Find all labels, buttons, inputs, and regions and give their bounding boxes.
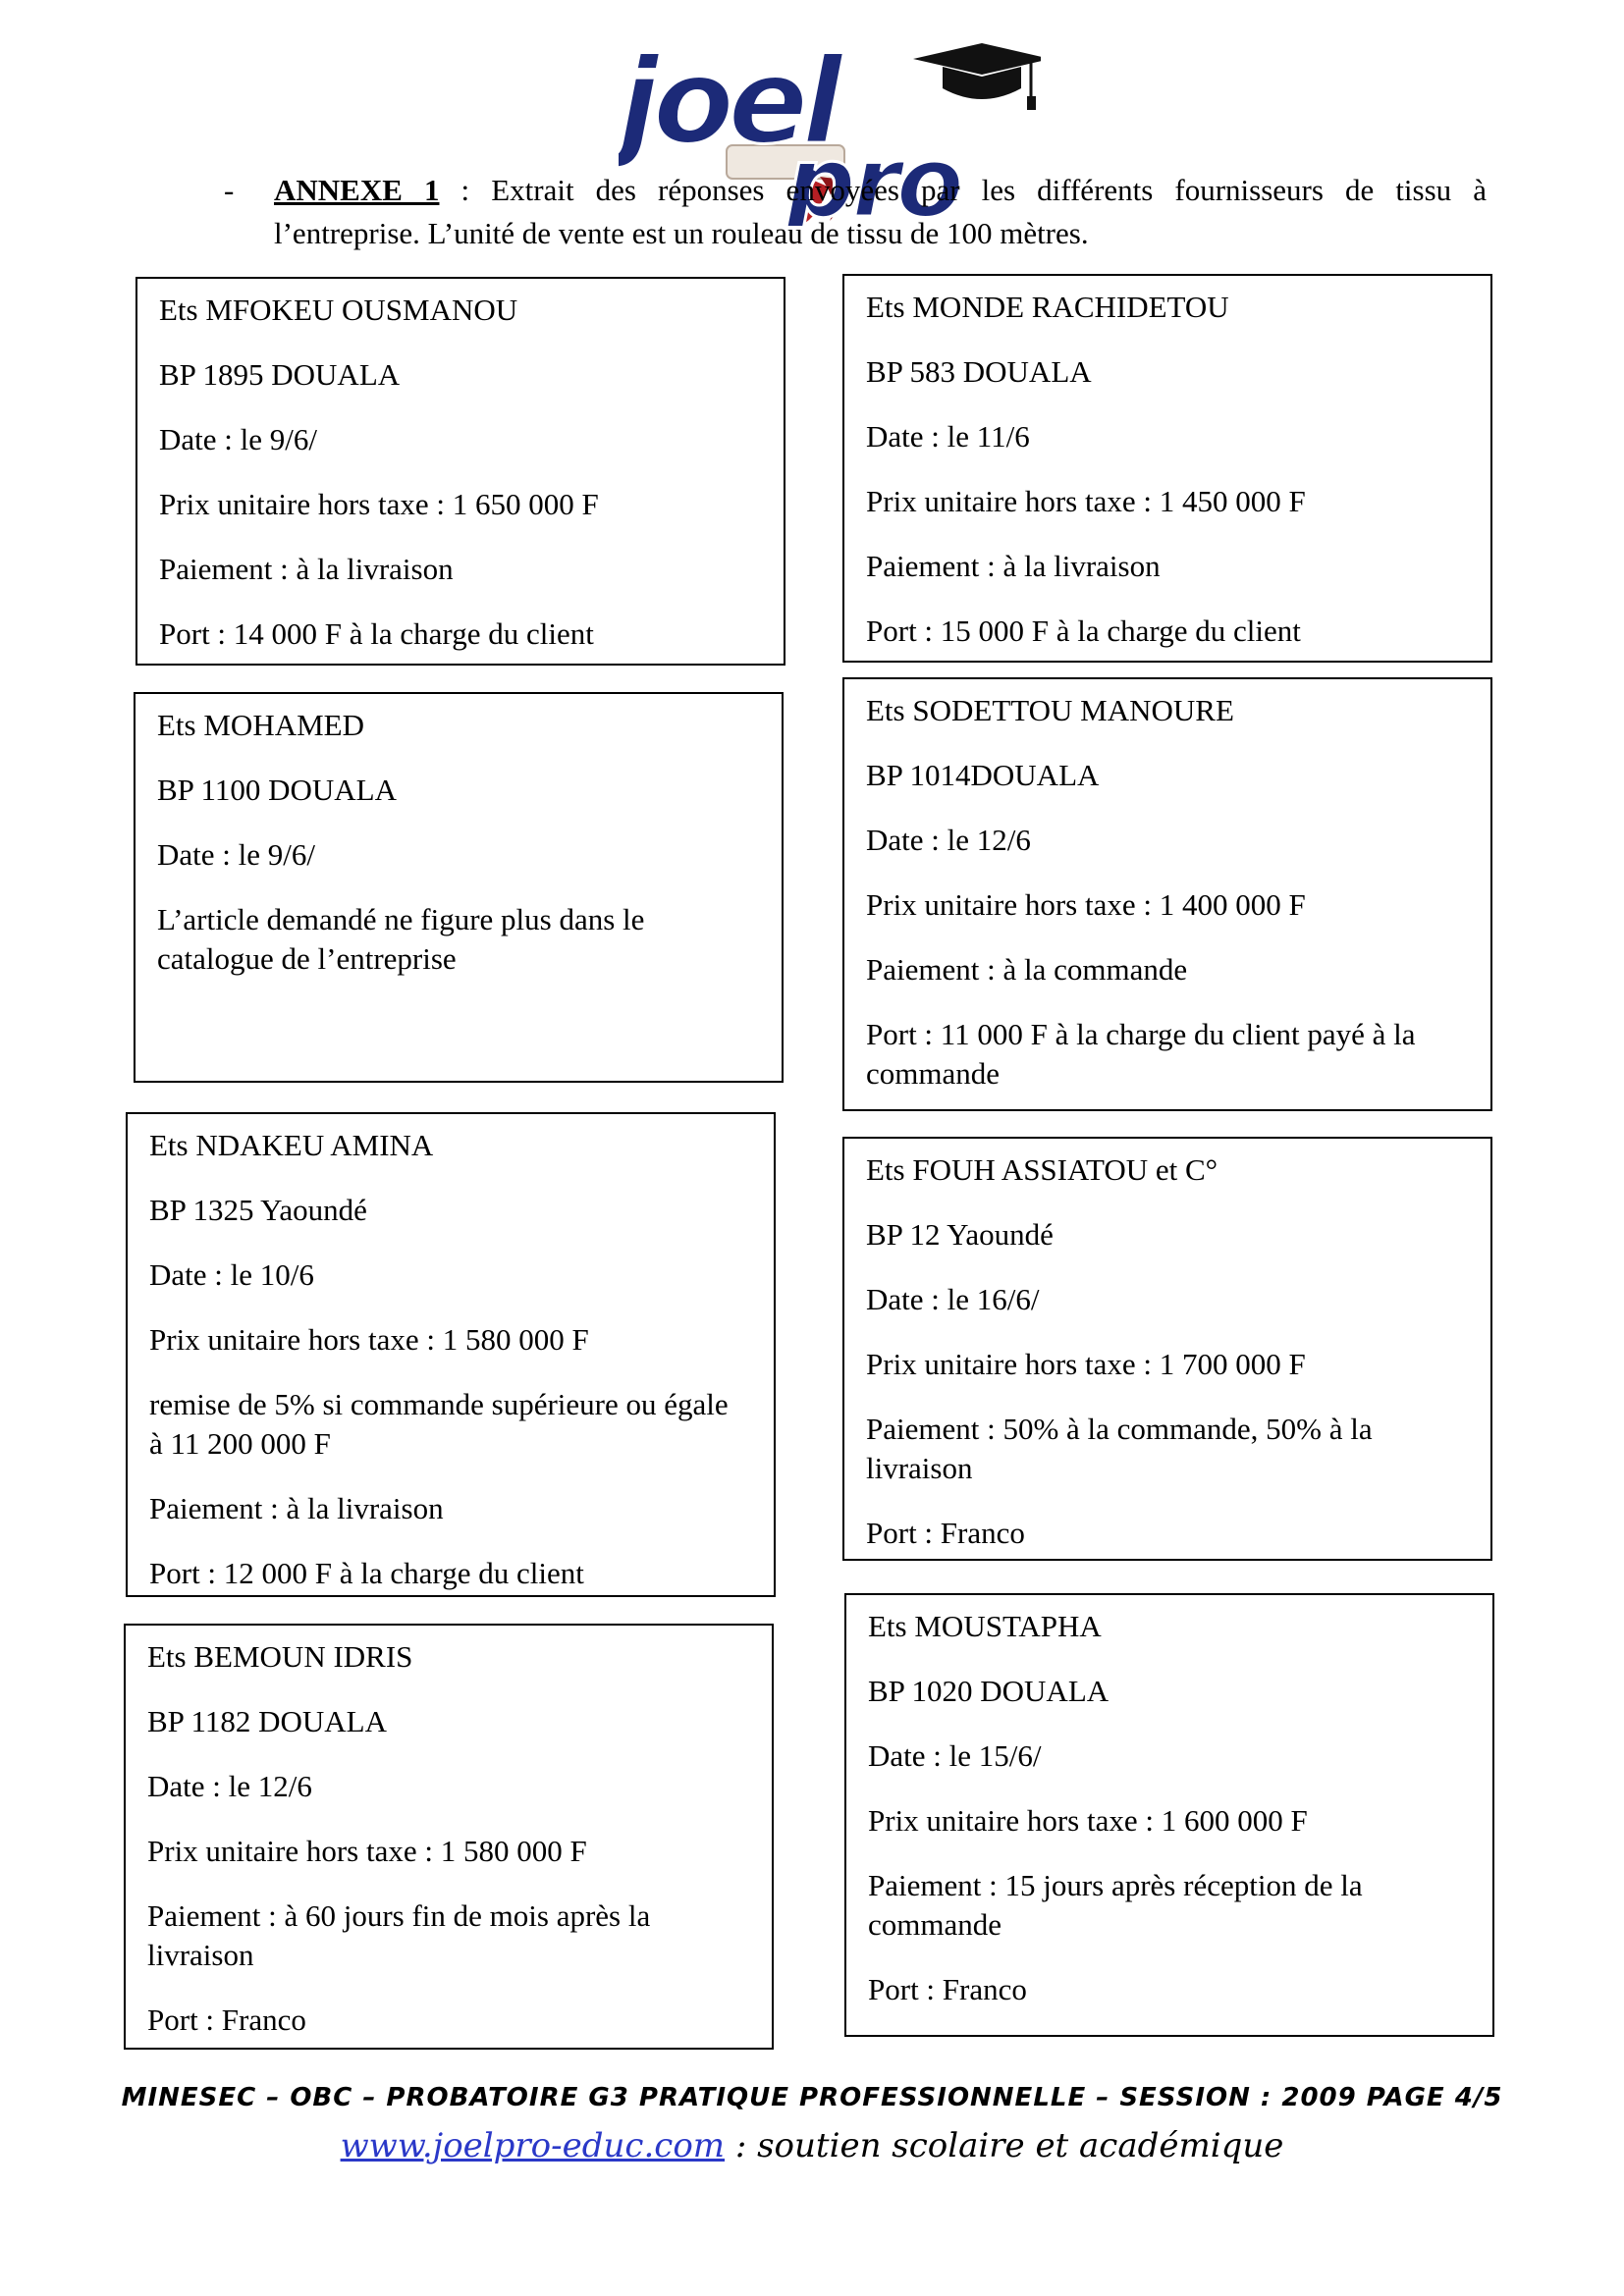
annex-intro-line2: l’entreprise. L’unité de vente est un rouleau de tissu de 100 mètres.: [274, 216, 1089, 250]
supplier-shipping: Port : Franco: [866, 1516, 1025, 1550]
supplier-bp: BP 1325 Yaoundé: [149, 1193, 367, 1227]
annex-intro-text: : Extrait des réponses envoyées par les différents fournisseurs de tissu à: [439, 173, 1487, 207]
supplier-shipping: Port : Franco: [147, 2002, 306, 2037]
supplier-name: Ets BEMOUN IDRIS: [147, 1639, 413, 1674]
supplier-bp: BP 1895 DOUALA: [159, 357, 401, 392]
supplier-name: Ets FOUH ASSIATOU et C°: [866, 1152, 1218, 1187]
supplier-payment: Paiement : 15 jours après réception de la commande: [868, 1868, 1363, 1942]
annex-label: ANNEXE 1: [274, 173, 440, 207]
supplier-date: Date : le 12/6: [866, 823, 1031, 857]
exam-footer: MINESEC – OBC – PROBATOIRE G3 PRATIQUE PROFESSIONNELLE – SESSION : 2009 PAGE 4/5: [121, 2083, 1503, 2112]
supplier-price: Prix unitaire hors taxe : 1 650 000 F: [159, 487, 599, 521]
supplier-payment: Paiement : à la livraison: [149, 1491, 444, 1525]
supplier-price: Prix unitaire hors taxe : 1 580 000 F: [147, 1834, 587, 1868]
supplier-date: Date : le 10/6: [149, 1257, 314, 1292]
logo-text-top: joel: [619, 34, 838, 171]
supplier-name: Ets SODETTOU MANOURE: [866, 693, 1234, 727]
supplier-price: Prix unitaire hors taxe : 1 700 000 F: [866, 1347, 1306, 1381]
supplier-card: [124, 1624, 774, 2050]
site-footer: [0, 2126, 1624, 2165]
supplier-payment: Paiement : à la livraison: [159, 552, 454, 586]
supplier-payment: Paiement : à la livraison: [866, 549, 1161, 583]
supplier-price: Prix unitaire hors taxe : 1 580 000 F: [149, 1322, 589, 1357]
supplier-price: Prix unitaire hors taxe : 1 600 000 F: [868, 1803, 1308, 1838]
supplier-card: [134, 692, 784, 1083]
supplier-bp: BP 1182 DOUALA: [147, 1704, 387, 1738]
supplier-name: Ets MOHAMED: [157, 708, 364, 742]
supplier-name: Ets MOUSTAPHA: [868, 1609, 1102, 1643]
supplier-card: [842, 274, 1492, 663]
logo-text-bottom: pro: [785, 125, 960, 226]
supplier-shipping: Port : 15 000 F à la charge du client: [866, 614, 1301, 648]
supplier-date: Date : le 9/6/: [157, 837, 315, 872]
supplier-bp: BP 12 Yaoundé: [866, 1217, 1054, 1252]
site-tagline: : soutien scolaire et académique: [725, 2126, 1284, 2165]
supplier-note: L’article demandé ne figure plus dans le catalogue de l’entreprise: [157, 902, 645, 976]
supplier-shipping: Port : 14 000 F à la charge du client: [159, 616, 594, 651]
supplier-shipping: Port : Franco: [868, 1972, 1027, 2006]
supplier-bp: BP 1020 DOUALA: [868, 1674, 1110, 1708]
supplier-name: Ets NDAKEU AMINA: [149, 1128, 434, 1162]
supplier-bp: BP 1100 DOUALA: [157, 773, 397, 807]
supplier-shipping: Port : 12 000 F à la charge du client: [149, 1556, 584, 1590]
supplier-date: Date : le 15/6/: [868, 1738, 1042, 1773]
supplier-payment: Paiement : à la commande: [866, 952, 1188, 987]
list-dash: -: [224, 173, 235, 207]
supplier-date: Date : le 11/6: [866, 419, 1030, 454]
supplier-payment: Paiement : 50% à la commande, 50% à la livraison: [866, 1412, 1373, 1485]
supplier-bp: BP 583 DOUALA: [866, 354, 1092, 389]
supplier-name: Ets MFOKEU OUSMANOU: [159, 293, 518, 327]
supplier-price: Prix unitaire hors taxe : 1 400 000 F: [866, 887, 1306, 922]
supplier-card: [844, 1593, 1494, 2037]
supplier-date: Date : le 9/6/: [159, 422, 317, 456]
supplier-price: Prix unitaire hors taxe : 1 450 000 F: [866, 484, 1306, 518]
supplier-bp: BP 1014DOUALA: [866, 758, 1100, 792]
annex-intro-line1: [274, 169, 1487, 212]
supplier-card: [126, 1112, 776, 1597]
supplier-payment: Paiement : à 60 jours fin de mois après la livraison: [147, 1898, 651, 1972]
supplier-shipping: Port : 11 000 F à la charge du client payé à la commande: [866, 1017, 1416, 1091]
graduation-cap-icon: [913, 43, 1041, 110]
supplier-date: Date : le 12/6: [147, 1769, 312, 1803]
supplier-name: Ets MONDE RACHIDETOU: [866, 290, 1229, 324]
supplier-card: [842, 677, 1492, 1111]
supplier-card: [842, 1137, 1492, 1561]
website-link[interactable]: www.joelpro-educ.com: [340, 2126, 726, 2165]
supplier-card: [135, 277, 785, 666]
supplier-date: Date : le 16/6/: [866, 1282, 1040, 1316]
supplier-discount: remise de 5% si commande supérieure ou égale à 11 200 000 F: [149, 1387, 729, 1461]
